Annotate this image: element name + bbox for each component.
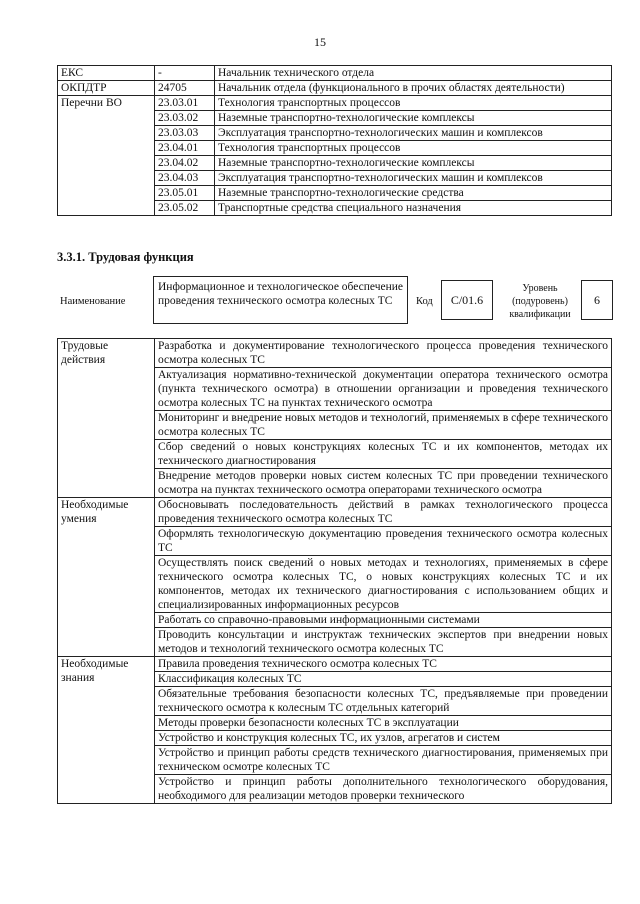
function-name-label: Наименование — [60, 296, 126, 307]
detail-item: Разработка и документирование технологического процесса проведения технического осмотра колесных ТС — [155, 339, 612, 368]
reference-code: 23.03.02 — [155, 111, 215, 126]
reference-name: Технология транспортных процессов — [215, 141, 612, 156]
detail-item: Мониторинг и внедрение новых методов и технологий, применяемых в сфере технического осмотра колесных ТС — [155, 411, 612, 440]
reference-row — [58, 66, 612, 81]
detail-item: Внедрение методов проверки новых систем колесных ТС при проведении технического осмотра на пунктах технического осмотра операторами технического осмотра — [155, 469, 612, 498]
function-name: Информационное и технологическое обеспечение проведения технического осмотра колесных ТС — [153, 276, 408, 324]
reference-label — [58, 126, 155, 141]
reference-name: Начальник отдела (функционального в прочих областях деятельности) — [215, 81, 612, 96]
function-code-label: Код — [416, 296, 433, 307]
reference-code: 23.05.02 — [155, 201, 215, 216]
reference-label — [58, 171, 155, 186]
category-label: Необходимые умения — [58, 498, 155, 657]
reference-label: ОКПДТР — [58, 81, 155, 96]
function-code: C/01.6 — [441, 280, 493, 320]
detail-item: Проводить консультации и инструктаж технических экспертов при внедрении новых методов и технологий технического осмотра колесных ТС — [155, 628, 612, 657]
reference-code: 23.04.03 — [155, 171, 215, 186]
reference-name: Эксплуатация транспортно-технологических машин и комплексов — [215, 171, 612, 186]
reference-name: Наземные транспортно-технологические комплексы — [215, 156, 612, 171]
detail-row — [58, 657, 612, 672]
reference-table — [57, 65, 612, 216]
category-label: Трудовые действия — [58, 339, 155, 498]
reference-label — [58, 186, 155, 201]
reference-label — [58, 111, 155, 126]
reference-name: Транспортные средства специального назначения — [215, 201, 612, 216]
reference-row — [58, 96, 612, 111]
reference-name: Начальник технического отдела — [215, 66, 612, 81]
reference-row — [58, 81, 612, 96]
reference-label — [58, 201, 155, 216]
reference-row — [58, 141, 612, 156]
detail-item: Оформлять технологическую документацию проведения технического осмотра колесных ТС — [155, 527, 612, 556]
qualification-level: 6 — [581, 280, 613, 320]
reference-code: 23.04.01 — [155, 141, 215, 156]
reference-code: 23.03.03 — [155, 126, 215, 141]
detail-item: Работать со справочно-правовыми информационными системами — [155, 613, 612, 628]
section-heading: 3.3.1. Трудовая функция — [57, 250, 194, 264]
reference-code: 23.05.01 — [155, 186, 215, 201]
function-details-table — [57, 338, 612, 804]
detail-item: Устройство и конструкция колесных ТС, их узлов, агрегатов и систем — [155, 731, 612, 746]
reference-row — [58, 201, 612, 216]
qualification-level-label: Уровень (подуровень) квалификации — [509, 283, 571, 320]
detail-item: Устройство и принцип работы дополнительного технологического оборудования, необходимого для реализации методов проверки технического — [155, 775, 612, 804]
reference-code: - — [155, 66, 215, 81]
detail-item: Обязательные требования безопасности колесных ТС, предъявляемые при проведении технического осмотра к колесным ТС отдельных категорий — [155, 687, 612, 716]
reference-name: Наземные транспортно-технологические средства — [215, 186, 612, 201]
detail-item: Устройство и принцип работы средств технического диагностирования, применяемых при техническом осмотре колесных ТС — [155, 746, 612, 775]
detail-item: Актуализация нормативно-технической документации оператора технического осмотра (пункта технического осмотра) в отношении организации и проведения технического осмотра колесных ТС на пунктах технического осмотра — [155, 368, 612, 411]
reference-label — [58, 156, 155, 171]
reference-label — [58, 141, 155, 156]
detail-item: Обосновывать последовательность действий в рамках технологического процесса проведения технического осмотра колесных ТС — [155, 498, 612, 527]
reference-code: 23.03.01 — [155, 96, 215, 111]
detail-row — [58, 498, 612, 527]
reference-name: Наземные транспортно-технологические комплексы — [215, 111, 612, 126]
detail-item: Правила проведения технического осмотра колесных ТС — [155, 657, 612, 672]
detail-item: Методы проверки безопасности колесных ТС в эксплуатации — [155, 716, 612, 731]
category-label: Необходимые знания — [58, 657, 155, 804]
reference-label: ЕКС — [58, 66, 155, 81]
reference-row — [58, 126, 612, 141]
reference-code: 24705 — [155, 81, 215, 96]
reference-name: Технология транспортных процессов — [215, 96, 612, 111]
detail-row — [58, 339, 612, 368]
reference-row — [58, 111, 612, 126]
reference-code: 23.04.02 — [155, 156, 215, 171]
reference-row — [58, 156, 612, 171]
reference-row — [58, 171, 612, 186]
detail-item: Сбор сведений о новых конструкциях колесных ТС и их компонентов, методах их технического диагностирования — [155, 440, 612, 469]
reference-row — [58, 186, 612, 201]
reference-name: Эксплуатация транспортно-технологических машин и комплексов — [215, 126, 612, 141]
reference-label: Перечни ВО — [58, 96, 155, 111]
detail-item: Осуществлять поиск сведений о новых методах и технологиях, применяемых в сфере технического осмотра колесных ТС, о новых конструкциях колесных ТС и их компонентов, методах их технического диагностирования с использованием общих и специализированных информационных ресурсов — [155, 556, 612, 613]
detail-item: Классификация колесных ТС — [155, 672, 612, 687]
page-number: 15 — [314, 35, 326, 49]
